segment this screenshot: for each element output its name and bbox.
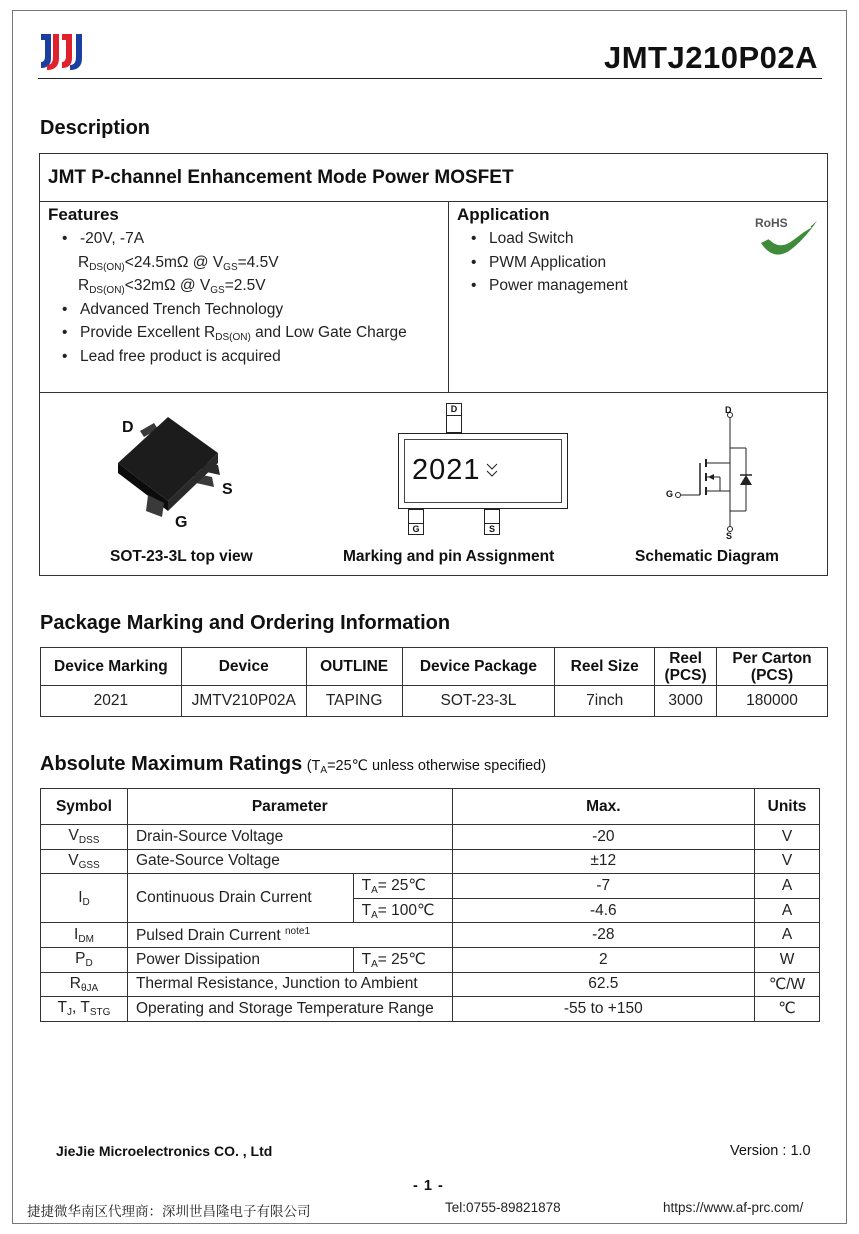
ordering-cell: TAPING — [306, 686, 402, 717]
rohs-label: RoHS — [755, 216, 788, 230]
marking-pin-g: G — [408, 509, 424, 535]
feature-item-voltage-current: • -20V, -7A — [48, 227, 407, 251]
application-item: • Power management — [457, 274, 628, 298]
package-pin-s-label: S — [222, 481, 233, 498]
max-cell: -4.6 — [452, 898, 754, 923]
feature-item-low-gate-charge: • Provide Excellent $R_{DS(ON)}$ and Low Gate Charge — [48, 321, 407, 345]
ordering-header-row — [41, 648, 828, 686]
application-item: • Load Switch — [457, 227, 628, 251]
parameter-cell: Pulsed Drain Current $^{note1}$ — [127, 923, 452, 948]
rohs-logo — [751, 211, 821, 261]
ratings-header-parameter: Parameter — [127, 789, 452, 825]
max-cell: -7 — [452, 874, 754, 899]
ordering-cell: JMTV210P02A — [181, 686, 306, 717]
ordering-header-cell: OUTLINE — [306, 648, 402, 686]
feature-item-trench: • Advanced Trench Technology — [48, 298, 407, 322]
application-heading: Application — [457, 205, 550, 224]
description-title: JMT P-channel Enhancement Mode Power MOSFET — [48, 167, 514, 188]
symbol-cell: $I_D$ — [41, 874, 128, 923]
ordering-header-cell: Device — [181, 648, 306, 686]
table-row — [41, 972, 820, 997]
unit-cell: A — [755, 923, 820, 948]
marking-code: 2021 — [412, 454, 481, 486]
rohs-check-icon — [751, 211, 821, 261]
feature-item-rdson-25: $R_{DS(ON)}<32m\Omega$ @ $V_{GS}=2.5V$ — [78, 277, 266, 296]
parameter-cell: Power Dissipation — [127, 947, 353, 972]
footer-tel: Tel:0755-89821878 — [445, 1200, 561, 1215]
application-list — [457, 227, 628, 298]
ratings-table — [40, 788, 820, 1022]
description-heading: Description — [40, 117, 151, 139]
condition-cell: $T_A=$ 100℃ — [353, 898, 452, 923]
ratings-header-row — [41, 789, 820, 825]
max-cell: 2 — [452, 947, 754, 972]
footer-version: Version : 1.0 — [730, 1143, 811, 1159]
parameter-cell: Drain-Source Voltage — [127, 825, 452, 850]
unit-cell: V — [755, 825, 820, 850]
ordering-cell: 2021 — [41, 686, 182, 717]
marking-pin-s: S — [484, 509, 500, 535]
ordering-table — [40, 647, 828, 717]
package-caption: SOT-23-3L top view — [110, 548, 253, 565]
footer-url-link[interactable]: https://www.af-prc.com/ — [663, 1200, 804, 1215]
max-cell: ±12 — [452, 849, 754, 874]
condition-cell: $T_A=$ 25℃ — [353, 947, 452, 972]
features-heading: Features — [48, 205, 119, 224]
feature-item-rdson-45: $R_{DS(ON)}<24.5m\Omega$ @ $V_{GS}=4.5V$ — [78, 253, 279, 273]
ratings-heading: Absolute Maximum Ratings — [40, 753, 303, 775]
package-pin-d-label: D — [122, 419, 134, 436]
parameter-cell: Continuous Drain Current — [127, 874, 353, 923]
ordering-cell: SOT-23-3L — [402, 686, 555, 717]
schematic-caption: Schematic Diagram — [635, 548, 779, 565]
unit-cell: A — [755, 898, 820, 923]
footer-company: JieJie Microelectronics CO. , Ltd — [56, 1143, 273, 1159]
table-row — [41, 874, 820, 899]
feature-item-lead-free: • Lead free product is acquired — [48, 345, 407, 369]
ordering-cell: 180000 — [717, 686, 828, 717]
ordering-cell: 7inch — [555, 686, 655, 717]
ratings-header-symbol: Symbol — [41, 789, 128, 825]
date-code-icon — [486, 463, 498, 479]
table-row — [41, 947, 820, 972]
marking-pin-d: D — [446, 403, 462, 433]
unit-cell: V — [755, 849, 820, 874]
table-row — [41, 849, 820, 874]
ordering-header-cell: Reel Size — [555, 648, 655, 686]
ratings-header-max: Max. — [452, 789, 754, 825]
symbol-cell: $V_{GSS}$ — [41, 849, 128, 874]
symbol-cell: $P_D$ — [41, 947, 128, 972]
title-rule — [38, 78, 822, 79]
application-item: • PWM Application — [457, 251, 628, 275]
ordering-header-cell: Device Package — [402, 648, 555, 686]
symbol-cell: $V_{DSS}$ — [41, 825, 128, 850]
symbol-cell: $I_{DM}$ — [41, 923, 128, 948]
symbol-cell: $T_J$, $T_{STG}$ — [41, 997, 128, 1022]
ratings-condition: ($T_A=25℃$ unless otherwise specified) — [306, 758, 547, 776]
footer-agent: 捷捷微华南区代理商：深圳世昌隆电子有限公司 — [27, 1204, 311, 1219]
table-row — [41, 825, 820, 850]
symbol-cell: $R_{\theta JA}$ — [41, 972, 128, 997]
unit-cell: W — [755, 947, 820, 972]
max-cell: -20 — [452, 825, 754, 850]
parameter-cell: Operating and Storage Temperature Range — [127, 997, 452, 1022]
application-box — [448, 201, 828, 393]
package-pin-g-label: G — [175, 514, 188, 531]
max-cell: -55 to +150 — [452, 997, 754, 1022]
ordering-header-cell: Device Marking — [41, 648, 182, 686]
jjm-logo — [38, 32, 86, 72]
figures-box — [39, 392, 828, 576]
mosfet-schematic — [660, 403, 760, 543]
parameter-cell: Thermal Resistance, Junction to Ambient — [127, 972, 452, 997]
table-row — [41, 686, 828, 717]
unit-cell: ℃ — [755, 997, 820, 1022]
ratings-header-units: Units — [755, 789, 820, 825]
ordering-cell: 3000 — [655, 686, 717, 717]
footer-page-number: - 1 - — [413, 1178, 444, 1194]
unit-cell: A — [755, 874, 820, 899]
ordering-heading: Package Marking and Ordering Information — [40, 612, 451, 634]
schematic-pin-g-label: G — [666, 489, 674, 499]
max-cell: 62.5 — [452, 972, 754, 997]
ordering-header-cell: Per Carton (PCS) — [717, 648, 828, 686]
parameter-cell: Gate-Source Voltage — [127, 849, 452, 874]
max-cell: -28 — [452, 923, 754, 948]
unit-cell: ℃/W — [755, 972, 820, 997]
description-title-box — [39, 153, 828, 202]
ordering-header-cell: Reel (PCS) — [655, 648, 717, 686]
features-box — [39, 201, 449, 393]
schematic-pin-s-label: S — [726, 531, 733, 541]
schematic-pin-d-label: D — [725, 405, 732, 415]
condition-cell: $T_A=$ 25℃ — [353, 874, 452, 899]
marking-caption: Marking and pin Assignment — [343, 548, 555, 565]
features-list — [48, 227, 407, 368]
ratings-heading-line — [40, 753, 546, 776]
table-row — [41, 923, 820, 948]
part-number-title: JMTJ210P02A — [603, 40, 818, 75]
table-row — [41, 997, 820, 1022]
